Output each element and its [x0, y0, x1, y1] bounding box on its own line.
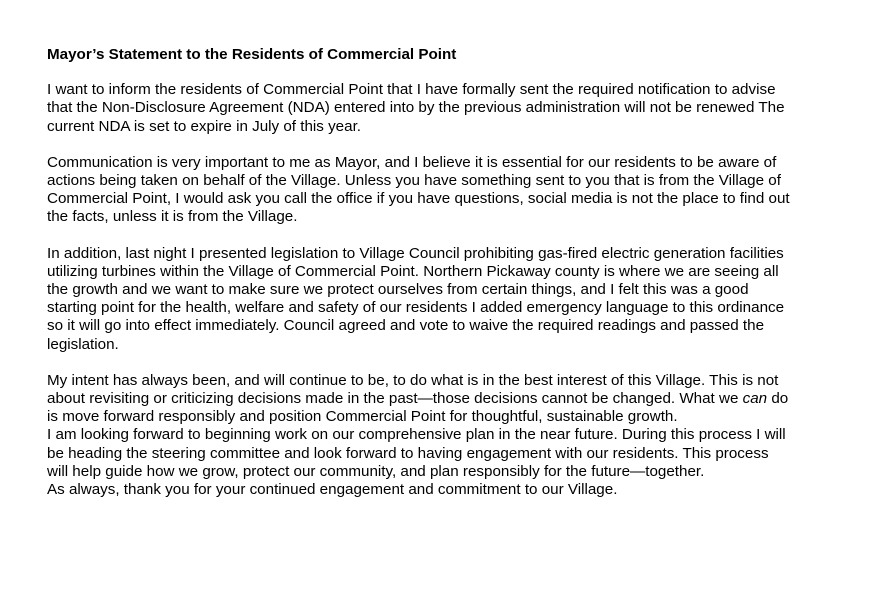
text-line: will help guide how we grow, protect our community, and plan responsibly for the future—together.: [47, 462, 705, 480]
statement-title: Mayor’s Statement to the Residents of Commercial Point: [47, 46, 457, 63]
paragraph-intent: [47, 372, 837, 499]
text-line: current NDA is set to expire in July of this year.: [47, 117, 362, 135]
text-line: utilizing turbines within the Village of Commercial Point. Northern Pickaway county is where we are seeing all: [47, 262, 779, 280]
text-line: Communication is very important to me as Mayor, and I believe it is essential for our residents to be aware of: [47, 153, 777, 171]
text-line: starting point for the health, welfare and safety of our residents I added emergency language to this ordinance: [47, 299, 785, 317]
text-line: the growth and we want to make sure we protect ourselves from certain things, and I felt this was a good: [47, 281, 749, 299]
text-line: is move forward responsibly and position Commercial Point for thoughtful, sustainable growth.: [47, 408, 678, 426]
text-line: My intent has always been, and will continue to be, to do what is in the best interest of this Village. This is not: [47, 371, 779, 389]
text-line: legislation.: [47, 335, 119, 353]
text-line: that the Non-Disclosure Agreement (NDA) entered into by the previous administration will not be renewed The: [47, 99, 785, 117]
text-line: actions being taken on behalf of the Village. Unless you have something sent to you that is from the Village of: [47, 172, 781, 190]
text-line: I want to inform the residents of Commercial Point that I have formally sent the required notification to advise: [47, 81, 776, 99]
text-line-with-emphasis: [47, 390, 837, 408]
statement-document: [47, 46, 837, 517]
paragraph-communication: [47, 154, 837, 227]
text-line: Commercial Point, I would ask you call the office if you have questions, social media is not the place to find out: [47, 190, 790, 208]
text-line: In addition, last night I presented legislation to Village Council prohibiting gas-fired electric generation facilities: [47, 244, 784, 262]
emphasis-can: can: [742, 390, 768, 408]
text-line: so it will go into effect immediately. Council agreed and vote to waive the required readings and passed the: [47, 317, 765, 335]
text-segment: do: [767, 390, 789, 408]
text-line: be heading the steering committee and look forward to having engagement with our residents. This process: [47, 444, 769, 462]
text-line: the facts, unless it is from the Village.: [47, 208, 298, 226]
text-line: As always, thank you for your continued engagement and commitment to our Village.: [47, 481, 618, 499]
text-segment: about revisiting or criticizing decisions made in the past—those decisions cannot be changed. What we: [47, 390, 743, 408]
paragraph-nda: [47, 81, 837, 136]
text-line: I am looking forward to beginning work on our comprehensive plan in the near future. During this process I will: [47, 426, 786, 444]
paragraph-legislation: [47, 245, 837, 354]
